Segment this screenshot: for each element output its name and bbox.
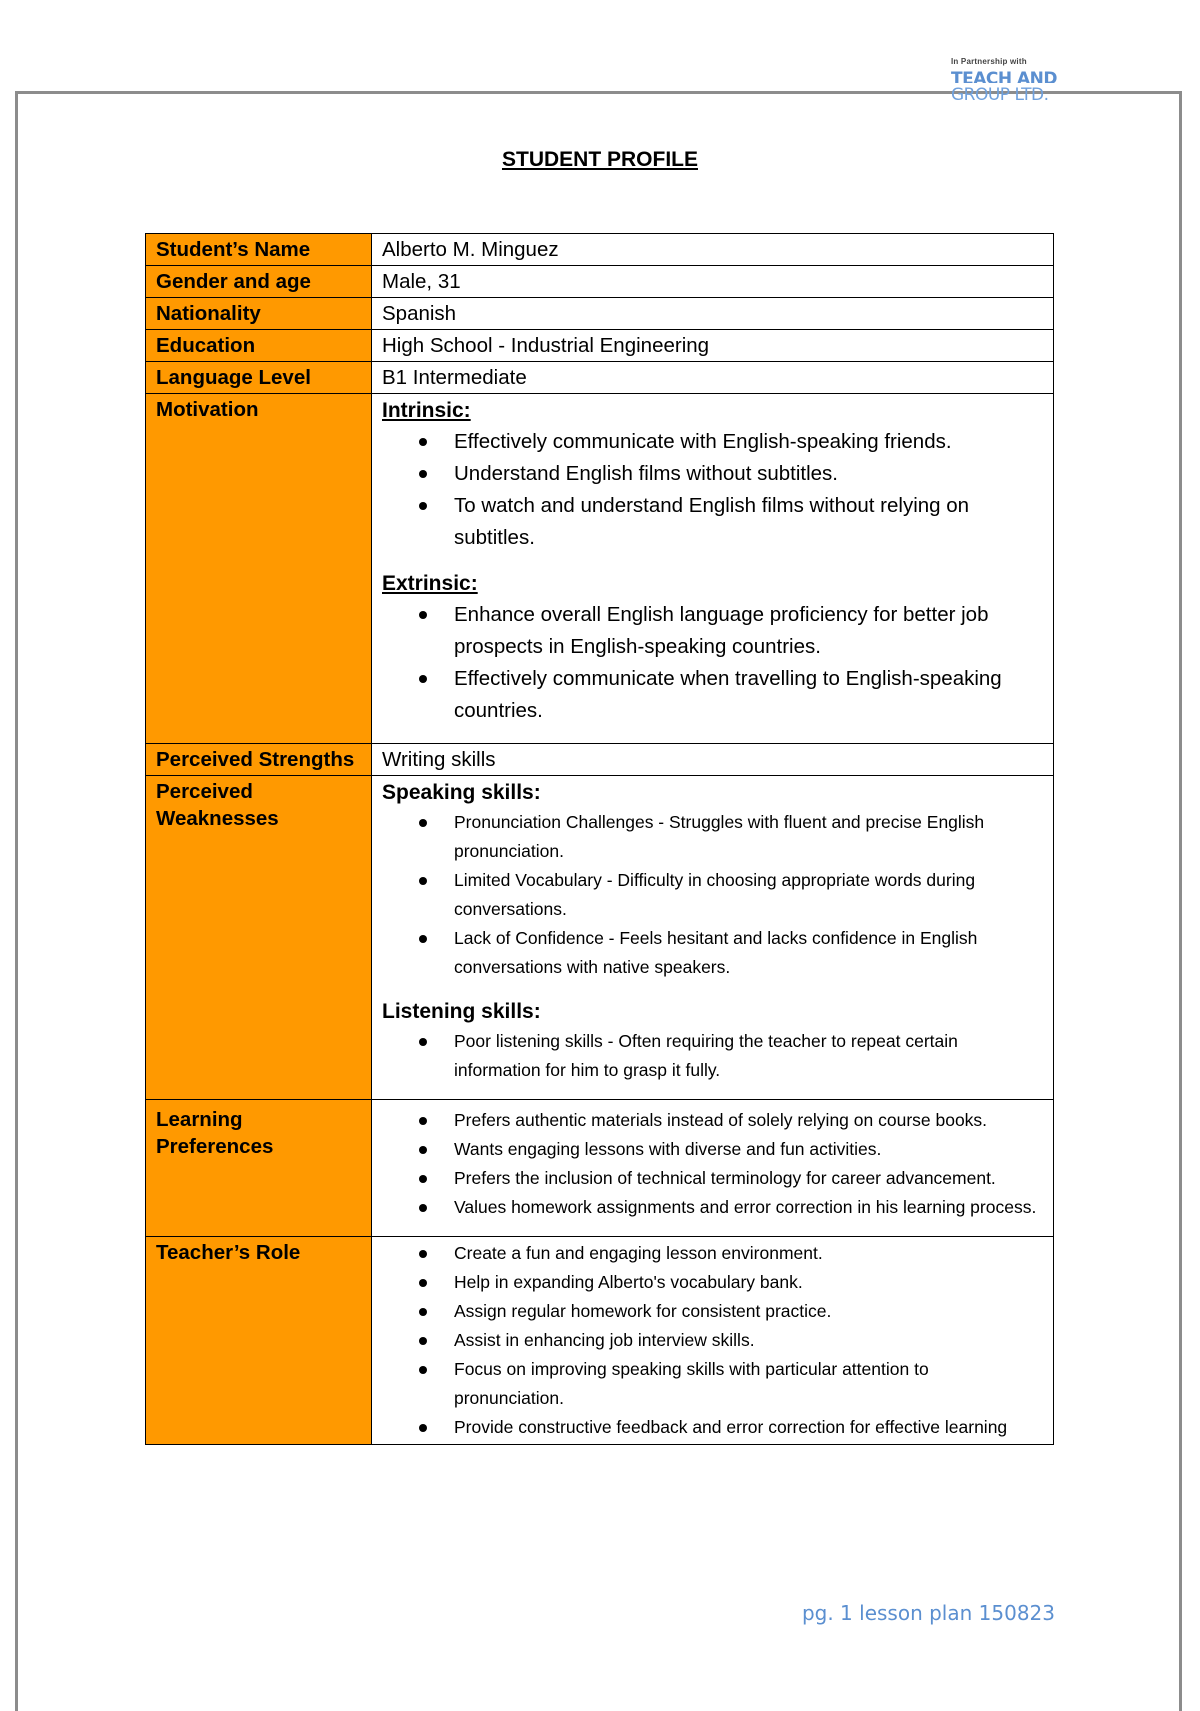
value-nationality: Spanish bbox=[372, 298, 1054, 330]
value-education: High School - Industrial Engineering bbox=[372, 330, 1054, 362]
label-nationality: Nationality bbox=[146, 298, 372, 330]
listening-heading: Listening skills: bbox=[382, 1000, 541, 1023]
label-strengths: Perceived Strengths bbox=[146, 744, 372, 776]
intrinsic-list bbox=[382, 426, 1043, 554]
label-teacher: Teacher’s Role bbox=[146, 1237, 372, 1445]
row-education bbox=[146, 330, 1054, 362]
label-motivation: Motivation bbox=[146, 394, 372, 744]
row-strengths bbox=[146, 744, 1054, 776]
row-name bbox=[146, 234, 1054, 266]
value-teacher bbox=[372, 1237, 1054, 1445]
label-gender: Gender and age bbox=[146, 266, 372, 298]
list-item: Prefers the inclusion of technical terminology for career advancement. bbox=[454, 1164, 1043, 1193]
label-education: Education bbox=[146, 330, 372, 362]
label-preferences: Learning Preferences bbox=[146, 1100, 372, 1237]
speaking-heading: Speaking skills: bbox=[382, 781, 541, 804]
list-item: Create a fun and engaging lesson environment. bbox=[454, 1239, 1043, 1268]
profile-table bbox=[145, 233, 1054, 1445]
list-item: Pronunciation Challenges - Struggles with fluent and precise English pronunciation. bbox=[454, 808, 1043, 866]
row-teacher bbox=[146, 1237, 1054, 1445]
value-gender: Male, 31 bbox=[372, 266, 1054, 298]
intrinsic-heading: Intrinsic: bbox=[382, 399, 471, 422]
row-weaknesses bbox=[146, 776, 1054, 1100]
value-motivation bbox=[372, 394, 1054, 744]
list-item: Values homework assignments and error correction in his learning process. bbox=[454, 1193, 1043, 1222]
value-strengths: Writing skills bbox=[372, 744, 1054, 776]
row-nationality bbox=[146, 298, 1054, 330]
list-item: To watch and understand English films without relying on subtitles. bbox=[454, 490, 1043, 554]
list-item: Enhance overall English language proficiency for better job prospects in English-speaking countries. bbox=[454, 599, 1043, 663]
partner-logo bbox=[951, 57, 1121, 105]
list-item: Lack of Confidence - Feels hesitant and lacks confidence in English conversations with native speakers. bbox=[454, 924, 1043, 982]
listening-list bbox=[382, 1027, 1043, 1085]
value-language: B1 Intermediate bbox=[372, 362, 1054, 394]
value-weaknesses bbox=[372, 776, 1054, 1100]
logo-line-2: GROUP LTD. bbox=[951, 85, 1049, 105]
row-motivation bbox=[146, 394, 1054, 744]
list-item: Understand English films without subtitles. bbox=[454, 458, 1043, 490]
label-weaknesses: Perceived Weaknesses bbox=[146, 776, 372, 1100]
label-language: Language Level bbox=[146, 362, 372, 394]
list-item: Assign regular homework for consistent practice. bbox=[454, 1297, 1043, 1326]
list-item: Prefers authentic materials instead of solely relying on course books. bbox=[454, 1106, 1043, 1135]
list-item: Wants engaging lessons with diverse and fun activities. bbox=[454, 1135, 1043, 1164]
extrinsic-heading: Extrinsic: bbox=[382, 572, 478, 595]
logo-line-1: TEACH AND bbox=[951, 70, 1057, 83]
logo-tagline: In Partnership with bbox=[951, 57, 1027, 66]
preferences-list bbox=[382, 1106, 1043, 1222]
page-footer: pg. 1 lesson plan 150823 bbox=[801, 1601, 1055, 1625]
value-name: Alberto M. Minguez bbox=[372, 234, 1054, 266]
list-item: Assist in enhancing job interview skills. bbox=[454, 1326, 1043, 1355]
teacher-list bbox=[382, 1239, 1043, 1442]
list-item: Provide constructive feedback and error correction for effective learning bbox=[454, 1413, 1043, 1442]
list-item: Effectively communicate when travelling to English-speaking countries. bbox=[454, 663, 1043, 727]
speaking-list bbox=[382, 808, 1043, 982]
list-item: Poor listening skills - Often requiring the teacher to repeat certain information for him to grasp it fully. bbox=[454, 1027, 1043, 1085]
list-item: Effectively communicate with English-speaking friends. bbox=[454, 426, 1043, 458]
label-name: Student’s Name bbox=[146, 234, 372, 266]
list-item: Focus on improving speaking skills with particular attention to pronunciation. bbox=[454, 1355, 1043, 1413]
extrinsic-list bbox=[382, 599, 1043, 727]
page-title: STUDENT PROFILE bbox=[501, 148, 698, 171]
row-language bbox=[146, 362, 1054, 394]
list-item: Help in expanding Alberto's vocabulary bank. bbox=[454, 1268, 1043, 1297]
list-item: Limited Vocabulary - Difficulty in choosing appropriate words during conversations. bbox=[454, 866, 1043, 924]
row-gender bbox=[146, 266, 1054, 298]
row-preferences bbox=[146, 1100, 1054, 1237]
value-preferences bbox=[372, 1100, 1054, 1237]
